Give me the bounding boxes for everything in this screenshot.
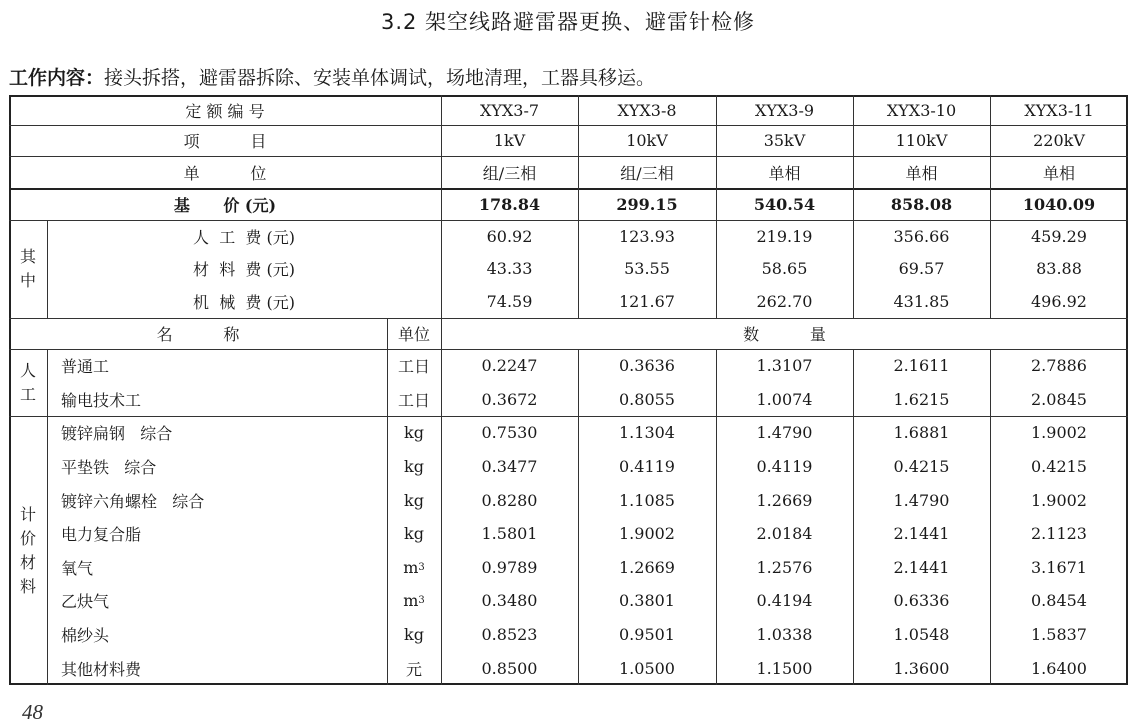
base-price-value: 540.54	[753, 194, 816, 214]
voltage-item: 1kV	[493, 131, 526, 150]
quantity-value: 1.6881	[893, 423, 950, 443]
quantity-value: 1.6400	[1031, 658, 1087, 678]
machine-cost-value: 431.85	[893, 292, 950, 312]
quantity-value: 1.3600	[893, 658, 950, 678]
item-name: 氧气	[61, 558, 94, 578]
row-divider	[9, 318, 1128, 319]
quantity-value: 2.1441	[893, 524, 950, 544]
work-content-text: 接头拆搭，避雷器拆除、安装单体调试，场地清理，工器具移运。	[104, 67, 656, 89]
voltage-item: 35kV	[763, 131, 806, 150]
quantity-value: 1.0074	[756, 389, 813, 409]
unit-value: 单相	[905, 163, 938, 183]
quantity-value: 1.6215	[893, 389, 950, 409]
material-cost-value: 83.88	[1036, 259, 1082, 279]
column-divider	[47, 349, 48, 685]
quantity-value: 1.1304	[619, 423, 675, 443]
quota-code: XYX3-7	[479, 100, 540, 120]
machine-cost-value: 121.67	[619, 292, 675, 312]
quantity-value: 3.1671	[1031, 557, 1087, 577]
quantity-value: 0.4215	[893, 456, 950, 476]
quantity-value: 0.3672	[481, 389, 538, 409]
header-unit-label: 单 位	[183, 163, 267, 183]
quantity-value: 2.7886	[1031, 356, 1087, 376]
quantity-value: 2.1611	[893, 356, 950, 376]
quota-code: XYX3-8	[617, 100, 677, 120]
item-unit: kg	[404, 524, 424, 544]
material-cost-value: 43.33	[486, 259, 533, 279]
quota-code: XYX3-11	[1024, 100, 1094, 120]
base-price-value: 178.84	[478, 194, 541, 214]
voltage-item: 110kV	[895, 131, 948, 150]
quantity-value: 1.5801	[481, 524, 538, 544]
item-name: 电力复合脂	[61, 525, 142, 545]
quantity-value: 0.3480	[481, 591, 538, 611]
quantity-value: 0.3636	[619, 356, 675, 376]
row-divider	[9, 156, 1128, 157]
quantity-value: 1.4790	[893, 490, 950, 510]
work-content	[9, 63, 655, 90]
quantity-value: 1.2576	[756, 557, 813, 577]
quantity-value: 0.8280	[481, 490, 538, 510]
quantity-value: 0.4119	[619, 456, 675, 476]
row-divider	[9, 125, 1128, 126]
header-base-price-label: 基 价 (元)	[173, 195, 277, 215]
item-unit: 工日	[397, 357, 430, 377]
quantity-value: 1.2669	[756, 490, 813, 510]
voltage-item: 220kV	[1033, 131, 1085, 150]
material-cost-value: 58.65	[761, 259, 808, 279]
quantity-value: 0.3477	[481, 456, 538, 476]
quantity-value: 2.1441	[893, 557, 950, 577]
header-item-label: 项 目	[183, 132, 267, 151]
row-divider	[9, 188, 1128, 190]
column-divider	[990, 95, 991, 318]
machine-cost-label: 机 械 费 (元)	[193, 293, 295, 313]
quantity-value: 1.1500	[756, 658, 813, 678]
quota-code: XYX3-9	[754, 100, 815, 120]
quantity-value: 0.8523	[481, 625, 538, 645]
item-unit: kg	[404, 456, 424, 476]
item-unit: m 3	[403, 557, 425, 577]
column-divider	[578, 349, 579, 685]
column-divider	[853, 95, 854, 318]
unit-column-header: 单位	[397, 325, 430, 344]
quantity-value: 0.3801	[619, 591, 675, 611]
machine-cost-value: 262.70	[756, 292, 813, 312]
quantity-value: 0.4215	[1031, 456, 1087, 476]
item-name: 棉纱头	[61, 626, 110, 646]
row-divider	[9, 416, 1128, 417]
item-name: 输电技术工	[61, 390, 142, 410]
item-name: 镀锌扁钢 综合	[61, 424, 173, 444]
labor-cost-value: 123.93	[619, 226, 675, 246]
quantity-column-header: 数 量	[743, 325, 826, 344]
quantity-value: 1.3107	[756, 356, 813, 376]
labor-cost-label: 人 工 费 (元)	[193, 227, 295, 247]
column-divider	[47, 220, 48, 318]
quantity-value: 1.1085	[619, 490, 675, 510]
row-divider	[9, 220, 1128, 221]
machine-cost-value: 74.59	[486, 292, 533, 312]
quantity-value: 1.4790	[756, 423, 813, 443]
quantity-value: 1.0500	[619, 658, 675, 678]
column-divider	[578, 95, 579, 318]
quantity-value: 0.7530	[481, 423, 538, 443]
item-unit: kg	[404, 625, 424, 645]
quantity-value: 1.2669	[619, 557, 675, 577]
unit-value: 单相	[1042, 163, 1075, 183]
quantity-value: 1.0338	[756, 625, 813, 645]
group-category-label: 计 价 材 料	[19, 504, 36, 596]
quantity-value: 1.0548	[893, 625, 950, 645]
quantity-value: 0.4194	[756, 591, 813, 611]
group-category-label: 人 工	[19, 360, 36, 404]
labor-cost-value: 219.19	[756, 226, 813, 246]
quantity-value: 1.9002	[1031, 423, 1087, 443]
of-which-label: 其 中	[19, 247, 36, 290]
material-cost-value: 69.57	[898, 259, 945, 279]
unit-value: 组/三相	[620, 163, 674, 183]
column-divider	[853, 349, 854, 685]
item-unit: m 3	[403, 591, 425, 611]
quota-table	[9, 95, 1128, 685]
item-unit: kg	[404, 423, 424, 443]
unit-value: 组/三相	[482, 163, 537, 183]
item-name: 其他材料费	[61, 659, 142, 679]
item-unit: 工日	[397, 390, 430, 410]
page-number: 48	[22, 700, 43, 724]
quantity-value: 1.9002	[619, 524, 675, 544]
column-divider	[716, 349, 717, 685]
quantity-value: 2.0184	[756, 524, 813, 544]
item-name: 普通工	[61, 357, 110, 377]
quantity-value: 0.9789	[481, 557, 538, 577]
page-title: 3.2 架空线路避雷器更换、避雷针检修	[380, 10, 756, 34]
header-code-label: 定 额 编 号	[185, 101, 265, 121]
quantity-value: 0.9501	[619, 625, 675, 645]
base-price-value: 858.08	[890, 194, 953, 214]
quantity-value: 0.8454	[1031, 591, 1087, 611]
work-content-label: 工作内容：	[9, 67, 105, 89]
quantity-value: 1.9002	[1031, 490, 1087, 510]
material-cost-value: 53.55	[624, 259, 670, 279]
item-name: 乙炔气	[61, 592, 110, 612]
column-divider	[441, 318, 442, 685]
name-column-header: 名 称	[156, 325, 240, 344]
column-divider	[387, 318, 388, 685]
column-divider	[990, 349, 991, 685]
machine-cost-value: 496.92	[1031, 292, 1087, 312]
quantity-value: 0.8500	[481, 658, 538, 678]
column-divider	[441, 95, 442, 318]
item-unit: kg	[404, 490, 424, 510]
labor-cost-value: 356.66	[893, 226, 950, 246]
item-name: 平垫铁 综合	[61, 457, 157, 477]
quantity-value: 1.5837	[1031, 625, 1087, 645]
quantity-value: 2.1123	[1031, 524, 1087, 544]
item-name: 镀锌六角螺栓 综合	[61, 491, 205, 511]
material-cost-label: 材 料 费 (元)	[193, 260, 295, 280]
quantity-value: 0.8055	[619, 389, 675, 409]
labor-cost-value: 60.92	[486, 226, 533, 246]
row-divider	[9, 349, 1128, 350]
quota-code: XYX3-10	[886, 100, 957, 120]
labor-cost-value: 459.29	[1031, 226, 1087, 246]
quantity-value: 0.4119	[756, 456, 813, 476]
unit-value: 单相	[768, 163, 801, 183]
quantity-value: 0.6336	[893, 591, 950, 611]
quantity-value: 2.0845	[1031, 389, 1087, 409]
base-price-value: 299.15	[616, 194, 678, 214]
base-price-value: 1040.09	[1022, 194, 1096, 214]
quantity-value: 0.2247	[481, 356, 538, 376]
voltage-item: 10kV	[626, 131, 668, 150]
column-divider	[716, 95, 717, 318]
item-unit: 元	[405, 659, 422, 679]
